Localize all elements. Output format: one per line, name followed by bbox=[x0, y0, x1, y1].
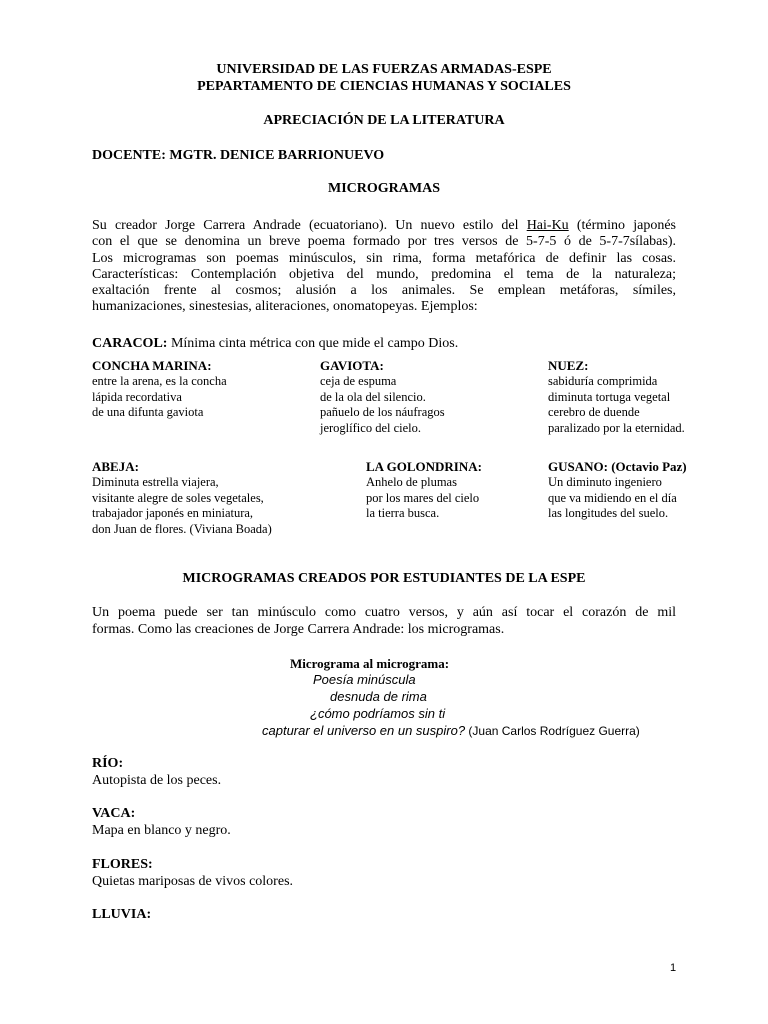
poem-title: CONCHA MARINA: bbox=[92, 358, 212, 373]
students-section-title: MICROGRAMAS CREADOS POR ESTUDIANTES DE LA ESPE bbox=[182, 571, 586, 586]
poem-line: las longitudes del suelo. bbox=[548, 506, 669, 521]
poem-line: paralizado por la eternidad. bbox=[548, 420, 685, 435]
poem-line: de una difunta gaviota bbox=[92, 405, 204, 420]
section-title-micrograms: MICROGRAMAS bbox=[328, 181, 440, 196]
haiku-link[interactable]: Hai-Ku bbox=[526, 218, 569, 233]
caracol-text: Mínima cinta métrica con que mide el campo Dios. bbox=[167, 336, 459, 351]
university-name: UNIVERSIDAD DE LAS FUERZAS ARMADAS-ESPE bbox=[216, 62, 552, 77]
entry-title-rio: RÍO: bbox=[92, 756, 124, 771]
poem-line: entre la arena, es la concha bbox=[92, 374, 227, 389]
poem-la-golondrina bbox=[366, 459, 482, 522]
department-name: PEPARTAMENTO DE CIENCIAS HUMANAS Y SOCIALES bbox=[197, 79, 571, 94]
intro-line-5: exaltación frente al cosmos; alusión a los animales. Se emplean metáforas, símiles, bbox=[92, 283, 676, 299]
poem-abeja bbox=[92, 459, 272, 537]
students-line-1: Un poema puede ser tan minúsculo como cuatro versos, y aún así tocar el corazón de mil bbox=[92, 605, 676, 620]
course-title: APRECIACIÓN DE LA LITERATURA bbox=[263, 113, 505, 128]
poem-line: Diminuta estrella viajera, bbox=[92, 475, 219, 490]
poem-line: jeroglífico del cielo. bbox=[320, 420, 422, 435]
poem-gaviota bbox=[320, 358, 445, 436]
poem-line: ceja de espuma bbox=[320, 374, 397, 389]
poem-line: don Juan de flores. (Viviana Boada) bbox=[92, 521, 272, 536]
poem-concha-marina bbox=[92, 358, 227, 421]
entry-title-lluvia: LLUVIA: bbox=[92, 907, 152, 922]
poem-line: que va midiendo en el día bbox=[548, 490, 677, 505]
poem-title: GAVIOTA: bbox=[320, 358, 384, 373]
caracol-label: CARACOL: bbox=[92, 336, 168, 351]
intro-line-3: Los microgramas son poemas minúsculos, sin rima, forma metafórica de definir las cosas. bbox=[92, 250, 676, 266]
micro-poem-verse: capturar el universo en un suspiro? bbox=[262, 723, 466, 738]
poem-line: la tierra busca. bbox=[366, 506, 440, 521]
micro-poem-title: Micrograma al micrograma: bbox=[290, 656, 450, 671]
poem-line: trabajador japonés en miniatura, bbox=[92, 506, 254, 521]
intro-line-6: humanizaciones, sinestesias, aliteraciones, onomatopeyas. Ejemplos: bbox=[92, 299, 478, 315]
entry-text-rio: Autopista de los peces. bbox=[92, 773, 222, 788]
entry-text-flores: Quietas mariposas de vivos colores. bbox=[92, 874, 294, 889]
micro-poem-line-1: Poesía minúscula bbox=[313, 672, 416, 687]
poem-gusano bbox=[548, 459, 687, 522]
micro-poem-line-2: desnuda de rima bbox=[330, 689, 427, 704]
poem-line: Anhelo de plumas bbox=[366, 475, 457, 490]
poem-title: NUEZ: bbox=[548, 358, 589, 373]
poem-line: lápida recordativa bbox=[92, 389, 182, 404]
poem-line: cerebro de duende bbox=[548, 405, 640, 420]
intro-line-4: Características: Contemplación objetiva del mundo, predomina el tema de la naturaleza; bbox=[92, 266, 676, 282]
poem-line: diminuta tortuga vegetal bbox=[548, 389, 671, 404]
micro-poem-line-4 bbox=[262, 723, 640, 738]
page-number: 1 bbox=[670, 962, 677, 974]
intro-line-1: Su creador Jorge Carrera Andrade (ecuatoriano). Un nuevo estilo del Hai-Ku (término japonés bbox=[92, 218, 676, 233]
entry-title-flores: FLORES: bbox=[92, 857, 153, 872]
poem-title: LA GOLONDRINA: bbox=[366, 459, 482, 474]
poem-nuez bbox=[548, 358, 685, 436]
entry-title-vaca: VACA: bbox=[92, 806, 136, 821]
caracol-line bbox=[92, 336, 458, 352]
poem-line: pañuelo de los náufragos bbox=[320, 405, 445, 420]
students-line-2: formas. Como las creaciones de Jorge Carrera Andrade: los microgramas. bbox=[92, 622, 505, 637]
entry-text-vaca: Mapa en blanco y negro. bbox=[92, 823, 231, 838]
poem-title: GUSANO: (Octavio Paz) bbox=[548, 459, 687, 474]
poem-title: ABEJA: bbox=[92, 459, 139, 474]
micro-poem-author: (Juan Carlos Rodríguez Guerra) bbox=[465, 724, 640, 738]
intro-paragraph bbox=[92, 218, 676, 316]
micro-poem-line-3: ¿cómo podríamos sin ti bbox=[310, 706, 446, 721]
poem-line: visitante alegre de soles vegetales, bbox=[92, 490, 264, 505]
poem-line: sabiduría comprimida bbox=[548, 374, 658, 389]
teacher-line: DOCENTE: MGTR. DENICE BARRIONUEVO bbox=[92, 148, 385, 163]
poem-line: por los mares del cielo bbox=[366, 490, 480, 505]
poem-line: de la ola del silencio. bbox=[320, 389, 426, 404]
intro-line-2: con el que se denomina un breve poema formado por tres versos de 5-7-5 ó de 5-7-7sílabas). bbox=[92, 234, 676, 250]
poem-line: Un diminuto ingeniero bbox=[548, 475, 662, 490]
students-paragraph bbox=[92, 604, 676, 638]
